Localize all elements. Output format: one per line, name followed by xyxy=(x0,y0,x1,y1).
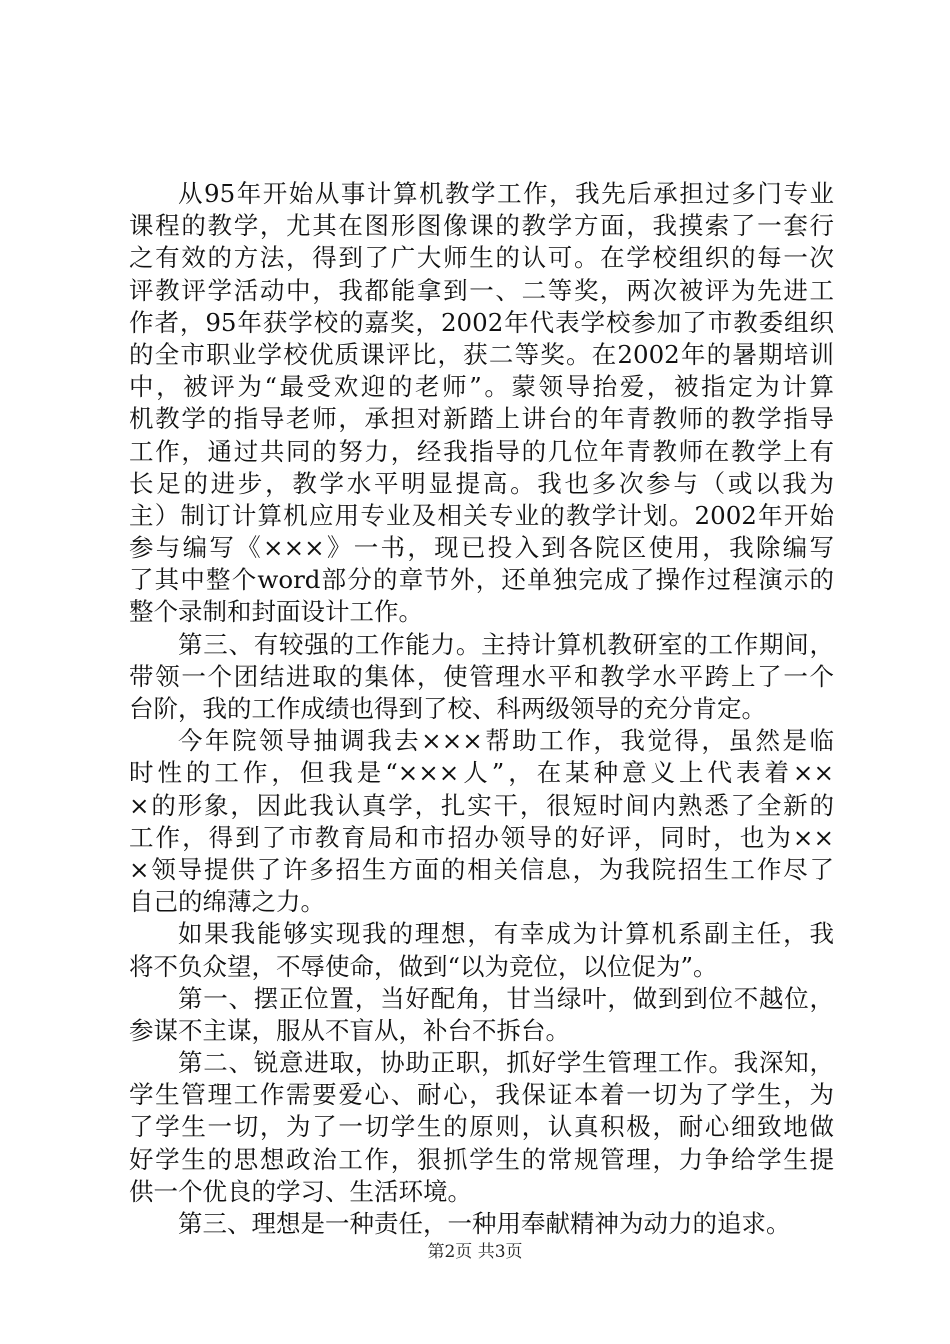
text-line: 主）制订计算机应用专业及相关专业的教学计划。2002年开始 xyxy=(129,500,834,530)
text-line: 第三、理想是一种责任，一种用奉献精神为动力的追求。 xyxy=(178,1209,791,1238)
paragraph xyxy=(129,918,834,982)
text-line: 供一个优良的学习、生活环境。 xyxy=(129,1176,472,1206)
paragraph xyxy=(129,178,834,629)
text-line: 时性的工作，但我是“×××人”，在某种意义上代表着×× xyxy=(129,758,834,788)
text-line: 参谋不主谋，服从不盲从，补台不拆台。 xyxy=(129,1015,570,1045)
text-line: 之有效的方法，得到了广大师生的认可。在学校组织的每一次 xyxy=(129,243,834,273)
text-line: 工作，得到了市教育局和市招办领导的好评，同时，也为×× xyxy=(129,822,834,852)
text-line: 工作，通过共同的努力，经我指导的几位年青教师在教学上有 xyxy=(129,436,834,466)
text-line: ×的形象，因此我认真学，扎实干，很短时间内熟悉了全新的 xyxy=(129,790,834,820)
text-line: 机教学的指导老师，承担对新踏上讲台的年青教师的教学指导 xyxy=(129,404,834,434)
page-number-footer: 第2页 共3页 xyxy=(427,1242,523,1262)
text-line: 带领一个团结进取的集体，使管理水平和教学水平跨上了一个 xyxy=(129,661,834,691)
text-line: 学生管理工作需要爱心、耐心，我保证本着一切为了学生，为 xyxy=(129,1080,834,1110)
paragraph xyxy=(129,983,834,1047)
text-line: 自己的绵薄之力。 xyxy=(129,887,325,917)
text-line: 长足的进步，教学水平明显提高。我也多次参与（或以我为 xyxy=(129,468,834,498)
text-line: 将不负众望，不辱使命，做到“以为竞位，以位促为”。 xyxy=(129,951,718,981)
text-line: ×领导提供了许多招生方面的相关信息，为我院招生工作尽了 xyxy=(129,854,834,884)
paragraph xyxy=(129,725,834,918)
text-line: 第二、锐意进取，协助正职，抓好学生管理工作。我深知， xyxy=(178,1048,834,1078)
text-line: 台阶，我的工作成绩也得到了校、科两级领导的充分肯定。 xyxy=(129,694,766,723)
paragraph xyxy=(129,629,834,726)
paragraph xyxy=(129,1047,834,1208)
text-line: 好学生的思想政治工作，狠抓学生的常规管理，力争给学生提 xyxy=(129,1144,834,1174)
text-line: 如果我能够实现我的理想，有幸成为计算机系副主任，我 xyxy=(178,919,834,949)
text-line: 作者，95年获学校的嘉奖，2002年代表学校参加了市教委组织 xyxy=(129,307,834,337)
text-line: 评教评学活动中，我都能拿到一、二等奖，两次被评为先进工 xyxy=(129,275,834,305)
text-line: 参与编写《×××》一书，现已投入到各院区使用，我除编写 xyxy=(129,533,834,563)
document-body xyxy=(129,178,834,1240)
text-line: 第一、摆正位置，当好配角，甘当绿叶，做到到位不越位， xyxy=(178,983,834,1013)
text-line: 今年院领导抽调我去×××帮助工作，我觉得，虽然是临 xyxy=(178,726,834,756)
text-line: 了其中整个word部分的章节外，还单独完成了操作过程演示的 xyxy=(129,565,834,595)
text-line: 了学生一切，为了一切学生的原则，认真积极，耐心细致地做 xyxy=(129,1112,834,1142)
text-line: 的全市职业学校优质课评比，获二等奖。在2002年的暑期培训 xyxy=(129,339,834,369)
text-line: 第三、有较强的工作能力。主持计算机教研室的工作期间， xyxy=(178,629,834,659)
paragraph xyxy=(129,1208,834,1240)
text-line: 整个录制和封面设计工作。 xyxy=(129,597,423,627)
text-line: 中，被评为“最受欢迎的老师”。蒙领导抬爱，被指定为计算 xyxy=(129,372,834,402)
text-line: 从95年开始从事计算机教学工作，我先后承担过多门专业 xyxy=(178,179,834,208)
text-line: 课程的教学，尤其在图形图像课的教学方面，我摸索了一套行 xyxy=(129,211,834,241)
